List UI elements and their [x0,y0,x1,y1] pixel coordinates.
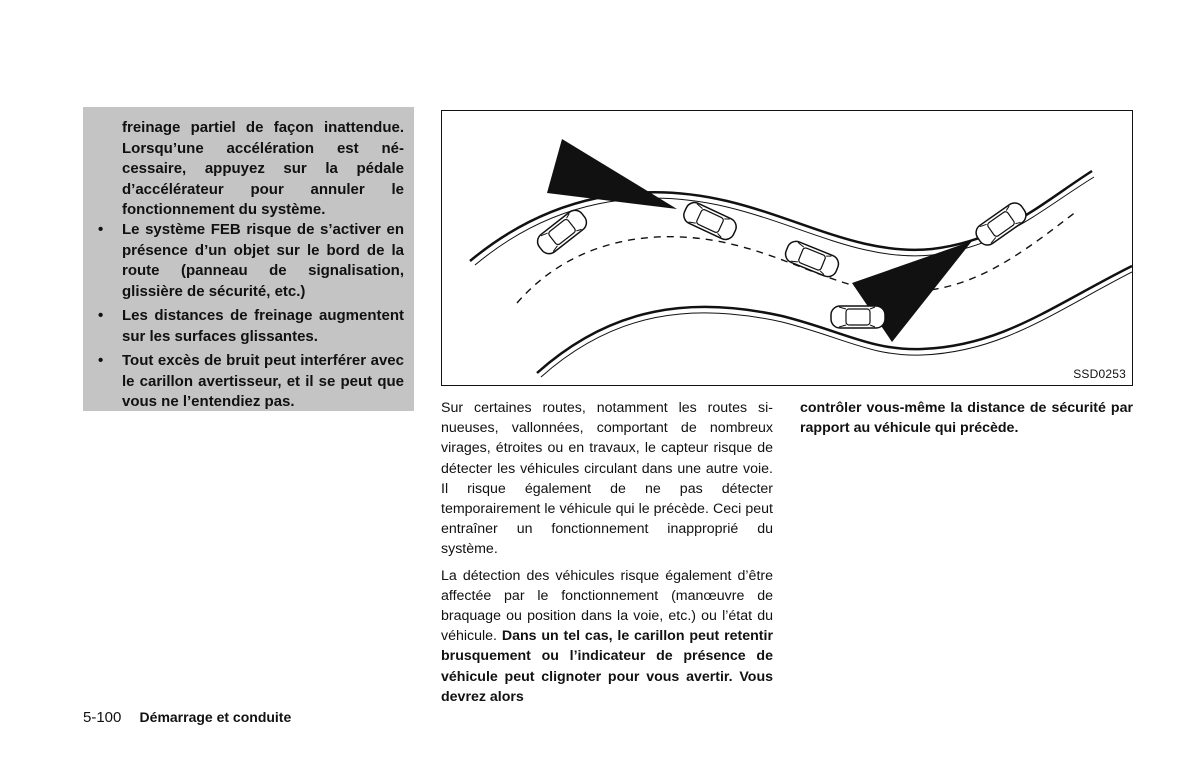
road-illustration [441,110,1133,386]
car-host-right [973,200,1030,249]
page-number: 5-100 [83,709,122,726]
warning-bullet-list [98,220,404,417]
paragraph [441,566,773,707]
page-footer [83,709,291,726]
figure-code: SSD0253 [1073,367,1126,381]
warning-continuation-text: freinage partiel de façon inattendue. Lorsqu’une accélération est nécessaire, appuyez sur la pédale d’accélérateur pour annuler le fonctionnement du système. [122,119,404,218]
right-text-column [800,398,1133,438]
middle-text-column [441,398,773,713]
warning-bullet-text: Le système FEB risque de s’activer en présence d’un objet sur le bord de la route (panneau de signalisation, glissière de sécurité, etc.) [122,221,404,300]
warning-bullet-text: Tout excès de bruit peut interférer avec le carillon avertisseur, et il se peut que vous ne l’entendiez pas. [122,352,404,410]
sensor-zone-left [547,139,677,209]
paragraph-bold-text: contrôler vous-même la distance de sécurité par rapport au véhicule qui précède. [800,400,1133,437]
car-middle [783,239,841,280]
warning-bullet-item [98,306,404,347]
road-diagram [442,111,1132,385]
paragraph: Sur certaines routes, notamment les routes sinueuses, vallonnées, comportant de nombreux virages, étroites ou en travaux, le capteur risque de détecter les véhicules circulant dans une autre voie. Il risque également de ne pas détecter temporairement le véhicule qui le précède. Ceci peut entraîner un fonctionnement inapproprié du système. [441,400,773,558]
car-host-upper [681,200,739,243]
warning-bullet-text: Les distances de freinage augmentent sur les surfaces glissantes. [122,307,404,345]
paragraph-bold-text: Dans un tel cas, le carillon peut retentir brusquement ou l’indicateur de présence de véhicule peut clignoter pour vous avertir. Vous devrez alors [441,628,773,705]
bullet-icon: • [98,221,104,238]
bullet-icon: • [98,352,104,369]
bullet-icon: • [98,307,104,324]
paragraph-text: La détection des véhicules risque également d’être affectée par le fonctionnement (manœuvre de braquage ou position dans la voie, etc.) ou l’état du véhicule. [441,567,773,645]
car-bottom [831,306,885,328]
warning-bullet-item [98,220,404,302]
warning-box [83,107,414,411]
section-title: Démarrage et conduite [139,709,292,725]
warning-bullet-item [98,351,404,413]
